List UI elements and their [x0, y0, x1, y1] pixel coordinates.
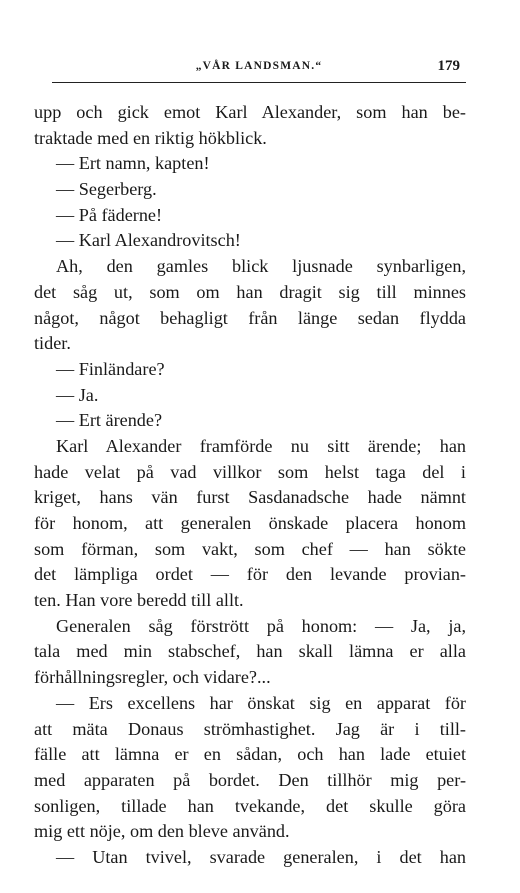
- text-line: — Utan tvivel, svarade generalen, i det han: [56, 846, 466, 867]
- text-line: upp och gick emot Karl Alexander, som han be-: [34, 102, 466, 122]
- text-line: — Karl Alexandrovitsch!: [56, 230, 241, 251]
- text-line: ten. Han vore beredd till allt.: [34, 590, 244, 611]
- text-line: att mäta Donaus strömhastighet. Jag är i till-: [34, 718, 466, 739]
- text-line: Karl Alexander framförde nu sitt ärende; han: [56, 435, 466, 456]
- page-header: [50, 58, 468, 82]
- text-line: — Ert ärende?: [56, 410, 163, 431]
- text-line: traktade med en riktig hökblick.: [34, 127, 267, 148]
- text-line: — Ert namn, kapten!: [56, 153, 210, 174]
- body-text: [34, 100, 466, 871]
- text-line: fälle att lämna er en sådan, och han lade etuiet: [34, 744, 466, 765]
- text-line: mig ett nöje, om den bleve använd.: [34, 821, 290, 842]
- running-title: „VÅR LANDSMAN.“: [195, 60, 323, 72]
- text-line: något, något behagligt från länge sedan flydda: [34, 307, 466, 328]
- text-line: för honom, att generalen önskade placera honom: [34, 513, 466, 533]
- text-line: hade velat på vad villkor som helst taga del i: [34, 461, 466, 482]
- text-line: med apparaten på bordet. Den tillhör mig per-: [34, 769, 466, 790]
- text-line: förhållningsregler, och vidare?...: [34, 667, 271, 688]
- text-line: sonligen, tillade han tvekande, det skulle göra: [34, 795, 466, 816]
- text-line: Generalen såg förstrött på honom: — Ja, ja,: [56, 615, 466, 636]
- text-line: det lämpliga ordet — för den levande provian-: [34, 564, 466, 585]
- text-line: kriget, hans vän furst Sasdanadsche hade nämnt: [34, 487, 466, 508]
- text-line: tider.: [34, 333, 71, 354]
- text-line: Ah, den gamles blick ljusnade synbarligen,: [56, 256, 466, 277]
- header-rule: [52, 82, 466, 83]
- text-line: — Ja.: [56, 384, 99, 405]
- text-line: som förman, som vakt, som chef — han sökte: [34, 538, 466, 559]
- text-line: det såg ut, som om han dragit sig till minnes: [34, 281, 466, 302]
- text-line: — Finländare?: [56, 358, 165, 379]
- text-line: — Segerberg.: [56, 179, 157, 200]
- text-line: tala med min stabschef, han skall lämna er alla: [34, 641, 466, 662]
- text-line: — På fäderne!: [56, 204, 163, 225]
- page-number: 179: [437, 58, 460, 74]
- text-line: — Ers excellens har önskat sig en apparat för: [56, 692, 466, 713]
